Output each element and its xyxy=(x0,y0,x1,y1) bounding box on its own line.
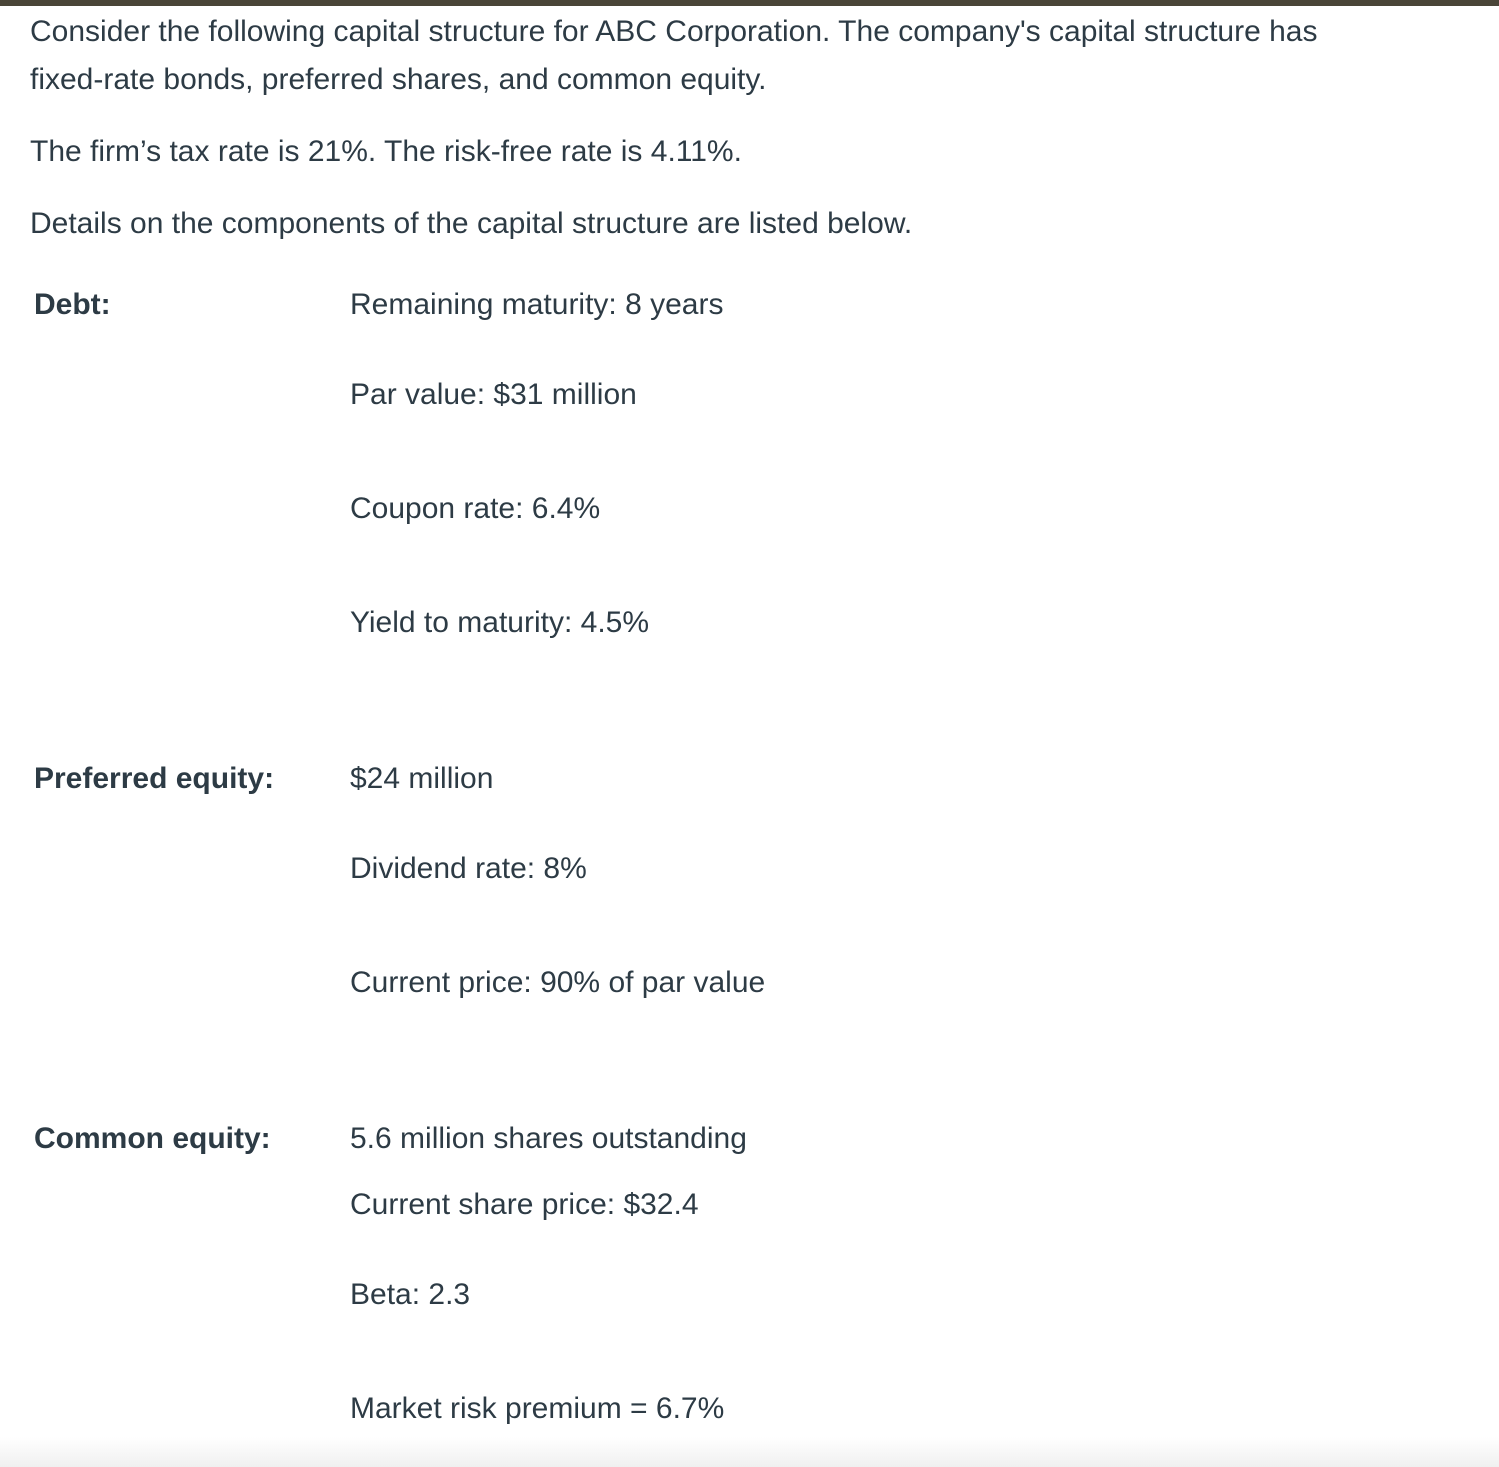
intro-line-2: fixed-rate bonds, preferred shares, and common equity. xyxy=(30,63,767,96)
preferred-dividend-rate: Dividend rate: 8% xyxy=(350,852,587,885)
common-market-risk-premium: Market risk premium = 6.7% xyxy=(350,1392,725,1425)
common-equity-label: Common equity: xyxy=(34,1122,271,1155)
debt-remaining-maturity: Remaining maturity: 8 years xyxy=(350,288,724,321)
common-beta: Beta: 2.3 xyxy=(350,1278,471,1311)
debt-yield-to-maturity: Yield to maturity: 4.5% xyxy=(350,606,650,639)
common-shares-outstanding: 5.6 million shares outstanding xyxy=(350,1122,747,1155)
bottom-fade xyxy=(0,1437,1499,1467)
preferred-current-price: Current price: 90% of par value xyxy=(350,966,766,999)
debt-par-value: Par value: $31 million xyxy=(350,378,637,411)
debt-coupon-rate: Coupon rate: 6.4% xyxy=(350,492,601,525)
intro-line-1: Consider the following capital structure for ABC Corporation. The company's capital structure has xyxy=(30,15,1318,48)
intro-paragraph xyxy=(30,8,1317,104)
preferred-amount: $24 million xyxy=(350,762,494,795)
rates-paragraph: The firm’s tax rate is 21%. The risk-free rate is 4.11%. xyxy=(30,135,742,168)
top-border xyxy=(0,0,1499,6)
common-share-price: Current share price: $32.4 xyxy=(350,1188,699,1221)
debt-label: Debt: xyxy=(34,288,111,321)
preferred-equity-label: Preferred equity: xyxy=(34,762,275,795)
details-intro-paragraph: Details on the components of the capital structure are listed below. xyxy=(30,207,913,240)
